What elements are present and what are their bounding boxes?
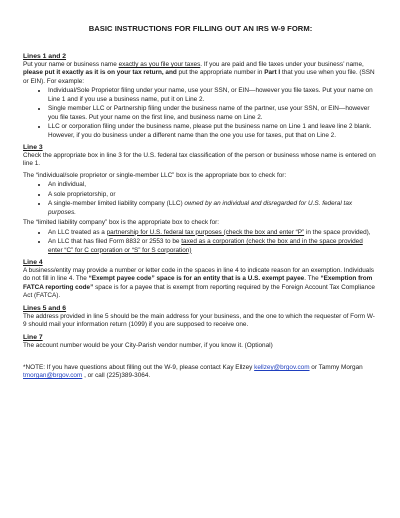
list-item: • An individual, [48,181,378,189]
item-underline: taxed as a corporation (check the box and in the space provided enter “C” for C corporation or “S” for S corporation) [48,238,363,254]
email-link-kellzey[interactable]: kellzey@brgov.com [254,363,310,371]
section-text [23,267,378,301]
page-title: BASIC INSTRUCTIONS FOR FILLING OUT AN IRS W-9 FORM: [88,24,313,33]
section-text: The account number would be your City-Parish vendor number, if you know it. (Optional) [23,341,273,349]
item-text: in the space provided), [304,228,371,236]
section-heading: Lines 1 and 2 [23,53,67,60]
section-lines-5-6 [23,304,378,330]
section-lines-1-2 [23,52,378,140]
section-line-3 [23,143,378,255]
text-bold: “Exemption from FATCA reporting code” [23,275,373,291]
intro-text: . If you are paid and file taxes under your business’ name, [200,61,364,68]
item-italic: owned by an individual and disregarded for U.S. federal tax purposes. [48,200,353,216]
subheading: The “individual/sole proprietor or single-member LLC” box is the appropriate box to check for: [23,171,287,179]
item-text: An LLC that has filed Form 8832 or 2553 to be [48,238,182,246]
text-part: . The [304,275,321,283]
intro-text: put the appropriate number in [176,69,265,77]
section-heading: Line 4 [23,259,43,267]
intro-bold: please put it exactly as it is on your tax return, and [23,69,177,77]
section-line-7 [23,333,378,350]
section-text: Check the appropriate box in line 3 for the U.S. federal tax classification of the person or business whose name is entered on line 1. [23,152,376,168]
item-underline: partnership for U.S. federal tax purposes (check the box and enter “P” [106,228,305,236]
list-item [48,238,378,255]
list-item [48,229,378,237]
note-text: or Tammy Morgan [309,363,363,371]
item-text: A single-member limited liability company (LLC) [48,200,185,208]
text-part: A business/entity may provide a number or letter code in the spaces in line 4 to indicate reason for an exemption. Individuals do not fill in line 4. The [23,267,374,283]
note-text: *NOTE: If you have questions about filling out the W-9, please contact Kay Ellzey [23,363,255,371]
intro-text: Put your name or business name [23,61,119,68]
section-heading: Lines 5 and 6 [23,304,67,312]
bullet-list [23,229,378,255]
item-text: An LLC treated as a [48,228,107,236]
section-line-4 [23,258,378,301]
list-item: • Single member LLC or Partnership filing under the business name of the partner, use your SSN, or EIN—however you file taxes. Put your name on the first line, and business name on Line 2. [48,105,378,122]
list-item: • LLC or corporation filing under the business name, please put the business name on Line 1 and leave line 2 blank. However, if you do business under a different name than the one you use for taxes, put that on Line 2. [48,123,378,140]
section-heading: Line 7 [23,333,43,341]
intro-text: that you use when you file. (SSN or EIN). For example: [23,69,375,85]
intro-underline: exactly as you file your taxes [118,61,201,68]
bullet-list [23,87,378,140]
contact-note [23,364,378,381]
email-link-tmorgan[interactable]: tmorgan@brgov.com [23,372,83,380]
section-intro [23,61,378,86]
intro-bold: Part I [264,69,281,77]
subheading: The “limited liability company” box is the appropriate box to check for: [23,219,220,227]
list-item: • Individual/Sole Proprietor filing under your name, use your SSN, or EIN—however you file taxes. Put your name on Line 1 and if you use a business name, put it on Line 2. [48,87,378,104]
list-item [48,200,378,217]
list-item: • A sole proprietorship, or [48,191,378,199]
note-text: , or call (225)389-3064. [82,372,151,380]
section-heading: Line 3 [23,144,43,152]
section-text: The address provided in line 5 should be the main address for your business, and the one to which the requester of Form W-9 should mail your information return (1099) if you are supposed to receive one. [23,312,375,329]
text-bold: “Exempt payee code” space is for an entity that is a U.S. exempt payee [88,275,305,283]
bullet-list [23,181,378,217]
text-part: space is for a payee that is exempt from reporting required by the Foreign Account Tax Compliance Act (FATCA). [23,283,375,300]
